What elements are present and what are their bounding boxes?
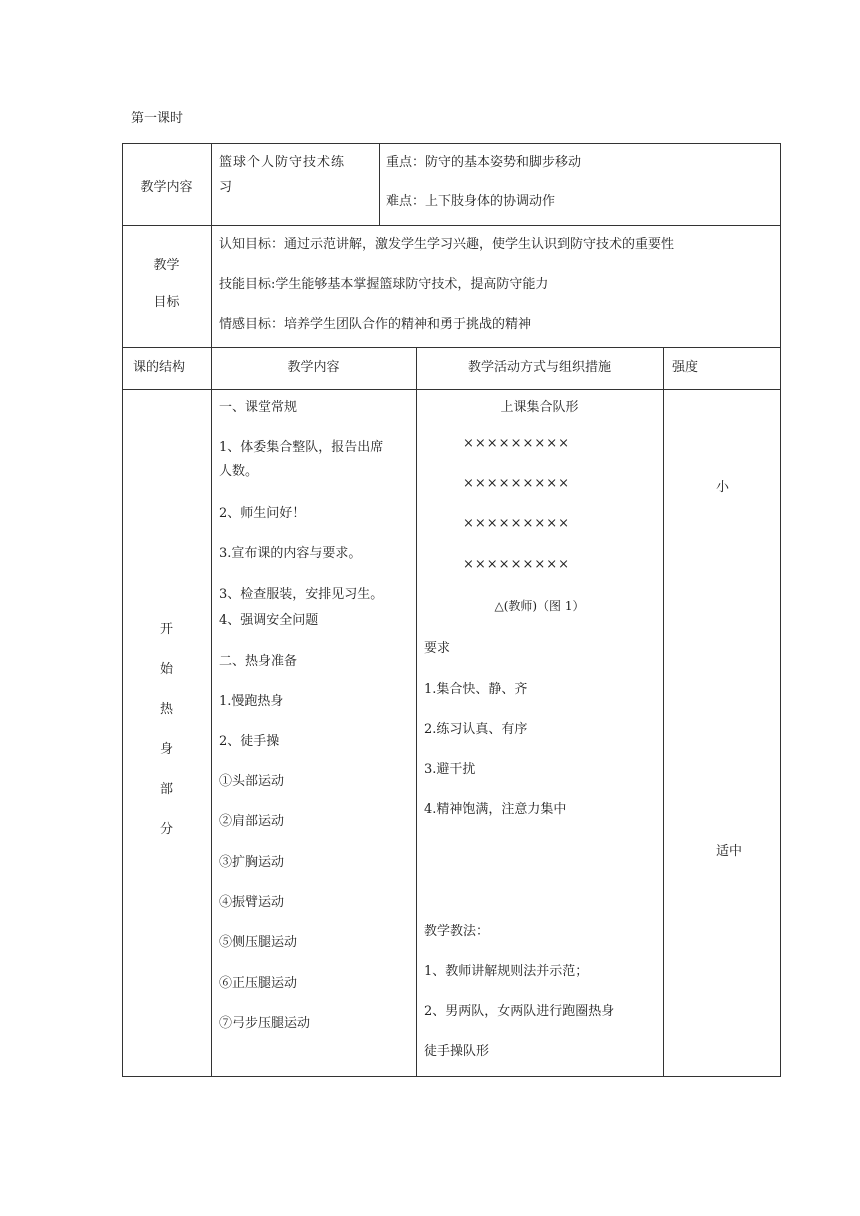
content-title-line2: 习	[219, 180, 233, 195]
header-intensity: 强度	[672, 360, 699, 375]
list-item: 1、体委集合整队，报告出席	[219, 440, 384, 455]
cognitive-objective: 认知目标：通过示范讲解，激发学生学习兴趣，使学生认识到防守技术的重要性	[219, 237, 675, 252]
method-item: 1、教师讲解规则法并示范；	[424, 964, 589, 979]
list-item: ⑥正压腿运动	[219, 976, 298, 991]
formation-row: ×××××××××	[463, 516, 571, 531]
section-label-char: 始	[160, 662, 174, 677]
affective-objective: 情感目标：培养学生团队合作的精神和勇于挑战的精神	[219, 317, 532, 332]
requirement-item: 1.集合快、静、齐	[424, 682, 528, 697]
list-item: 1.慢跑热身	[219, 694, 284, 709]
teacher-position-note: △(教师)（图 1）	[494, 599, 585, 613]
list-item: 一、课堂常规	[219, 400, 298, 415]
skill-objective: 技能目标:学生能够基本掌握篮球防守技术，提高防守能力	[219, 277, 549, 292]
section-label-char: 分	[160, 822, 174, 837]
list-item: ①头部运动	[219, 774, 285, 789]
difficulty-point: 难点：上下肢身体的协调动作	[386, 194, 556, 209]
header-method: 教学活动方式与组织措施	[467, 360, 611, 375]
list-item: 3.宣布课的内容与要求。	[219, 546, 362, 561]
objectives-label-line2: 目标	[153, 295, 180, 310]
list-item: 2、师生问好！	[219, 506, 306, 521]
intensity-moderate: 适中	[716, 844, 743, 859]
requirement-item: 2.练习认真、有序	[424, 722, 528, 737]
formation-row: ×××××××××	[463, 436, 571, 451]
method-title: 教学教法：	[424, 924, 490, 939]
lesson-heading: 第一课时	[131, 111, 184, 126]
key-point: 重点：防守的基本姿势和脚步移动	[386, 155, 582, 170]
formation-row: ×××××××××	[463, 476, 571, 491]
list-item: 人数。	[219, 464, 259, 479]
method-item: 2、男两队，女两队进行跑圈热身	[424, 1004, 615, 1019]
requirements-title: 要求	[424, 641, 451, 656]
intensity-low: 小	[716, 480, 730, 495]
list-item: 二、热身准备	[219, 654, 298, 669]
list-item: ②肩部运动	[219, 814, 285, 829]
section-label-char: 开	[160, 622, 174, 637]
content-label: 教学内容	[140, 180, 193, 195]
objectives-label-line1: 教学	[153, 258, 180, 273]
list-item: 4、强调安全问题	[219, 613, 319, 628]
section-label-char: 热	[160, 702, 174, 717]
section-label-char: 部	[160, 782, 174, 797]
header-content: 教学内容	[287, 360, 340, 375]
content-title-line1: 篮球个人防守技术练	[219, 155, 346, 170]
requirement-item: 4.精神饱满，注意力集中	[424, 802, 567, 817]
section-label-char: 身	[160, 742, 174, 757]
method-item: 徒手操队形	[424, 1044, 490, 1059]
list-item: ⑦弓步压腿运动	[219, 1016, 311, 1031]
list-item: ④振臂运动	[219, 895, 285, 910]
formation-row: ×××××××××	[463, 557, 571, 572]
header-structure: 课的结构	[133, 360, 186, 375]
requirement-item: 3.避干扰	[424, 762, 476, 777]
list-item: ⑤侧压腿运动	[219, 935, 298, 950]
list-item: 3、检查服装，安排见习生。	[219, 587, 384, 602]
formation-title: 上课集合队形	[500, 400, 579, 415]
list-item: 2、徒手操	[219, 734, 280, 749]
list-item: ③扩胸运动	[219, 855, 285, 870]
